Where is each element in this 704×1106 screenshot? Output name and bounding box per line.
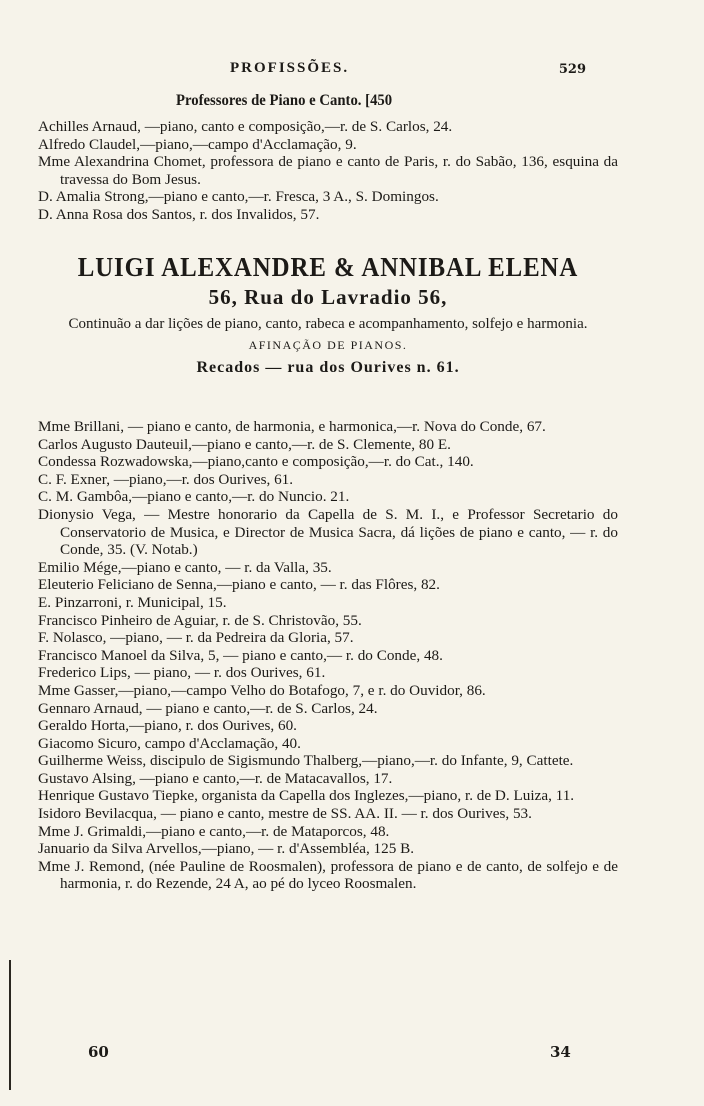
page-number: 529: [558, 62, 586, 77]
entries-list-top: [38, 118, 618, 224]
list-item: Mme J. Grimaldi,—piano e canto,—r. de Mataporcos, 48.: [38, 822, 390, 840]
advertisement-text: Continuão a dar lições de piano, canto, rabeca e acompanhamento, solfejo e harmonia.: [68, 316, 588, 332]
list-item: Francisco Pinheiro de Aguiar, r. de S. Christovão, 55.: [38, 611, 362, 629]
running-title: PROFISSÕES.: [230, 60, 350, 76]
list-item: Januario da Silva Arvellos,—piano, — r. d'Assembléa, 125 B.: [38, 840, 415, 858]
list-item: Mme Brillani, — piano e canto, de harmonia, e harmonica,—r. Nova do Conde, 67.: [38, 418, 546, 435]
list-item: F. Nolasco, —piano, — r. da Pedreira da Gloria, 57.: [38, 629, 354, 647]
advertisement-tuning: AFINAÇÃO DE PIANOS.: [248, 338, 408, 352]
list-item: Francisco Manoel da Silva, 5, — piano e canto,— r. do Conde, 48.: [38, 646, 443, 664]
list-item: Isidoro Bevilacqua, — piano e canto, mestre de SS. AA. II. — r. dos Ourives, 53.: [38, 805, 532, 823]
margin-rule: [9, 960, 11, 1090]
list-item: Henrique Gustavo Tiepke, organista da Capella dos Inglezes,—piano, r. de D. Luiza, 11.: [38, 787, 575, 805]
list-item: Eleuterio Feliciano de Senna,—piano e canto, — r. das Flôres, 82.: [38, 576, 440, 594]
list-item: Giacomo Sicuro, campo d'Acclamação, 40.: [38, 734, 301, 752]
advertisement: [38, 250, 618, 380]
list-item: D. Anna Rosa dos Santos, r. dos Invalidos, 57.: [38, 205, 320, 223]
list-item: C. M. Gambôa,—piano e canto,—r. do Nuncio. 21.: [38, 488, 350, 506]
list-item: Condessa Rozwadowska,—piano,canto e composição,—r. do Cat., 140.: [38, 453, 474, 471]
list-item: Mme Gasser,—piano,—campo Velho do Botafogo, 7, e r. do Ouvidor, 86.: [38, 681, 486, 699]
advertisement-name: LUIGI ALEXANDRE & ANNIBAL ELENA: [77, 252, 579, 282]
footer-left-number: 60: [88, 1043, 109, 1061]
list-item: C. F. Exner, —piano,—r. dos Ourives, 61.: [38, 470, 294, 488]
list-item: Alfredo Claudel,—piano,—campo d'Acclamação, 9.: [38, 135, 357, 153]
footer-right-number: 34: [550, 1043, 571, 1061]
list-item: Guilherme Weiss, discipulo de Sigismundo Thalberg,—piano,—r. do Infante, 9, Cattete.: [38, 752, 574, 770]
entries-list-bottom: [38, 418, 618, 893]
list-item: Emilio Mége,—piano e canto, — r. da Valla, 35.: [38, 558, 332, 576]
list-item: Dionysio Vega, — Mestre honorario da Capella de S. M. I., e Professor Secretario do Conservatorio de Musica, e Director de Musica Sacra, dá lições de piano e canto, — r. do Conde, 35. (V. Notab.): [38, 505, 618, 559]
list-item: D. Amalia Strong,—piano e canto,—r. Fresca, 3 A., S. Domingos.: [38, 188, 439, 206]
list-item: Geraldo Horta,—piano, r. dos Ourives, 60.: [38, 717, 297, 735]
section-heading: Professores de Piano e Canto. [450: [176, 92, 393, 109]
list-item: Gustavo Alsing, —piano e canto,—r. de Matacavallos, 17.: [38, 769, 393, 787]
list-item: Gennaro Arnaud, — piano e canto,—r. de S. Carlos, 24.: [38, 699, 378, 717]
list-item: Achilles Arnaud, —piano, canto e composição,—r. de S. Carlos, 24.: [38, 118, 453, 135]
running-head: [0, 60, 704, 84]
list-item: E. Pinzarroni, r. Municipal, 15.: [38, 593, 227, 611]
advertisement-address: 56, Rua do Lavradio 56,: [208, 285, 448, 309]
advertisement-messages: Recados — rua dos Ourives n. 61.: [196, 359, 460, 376]
list-item: Mme Alexandrina Chomet, professora de piano e canto de Paris, r. do Sabão, 136, esquina da travessa do Bom Jesus.: [38, 153, 618, 188]
list-item: Frederico Lips, — piano, — r. dos Ourives, 61.: [38, 664, 326, 682]
page-footer: [0, 1043, 704, 1063]
list-item: Carlos Augusto Dauteuil,—piano e canto,—r. de S. Clemente, 80 E.: [38, 435, 451, 453]
list-item: Mme J. Remond, (née Pauline de Roosmalen), professora de piano e de canto, de solfejo e de harmonia, r. do Rezende, 24 A, ao pé do lyceo Roosmalen.: [38, 857, 618, 893]
